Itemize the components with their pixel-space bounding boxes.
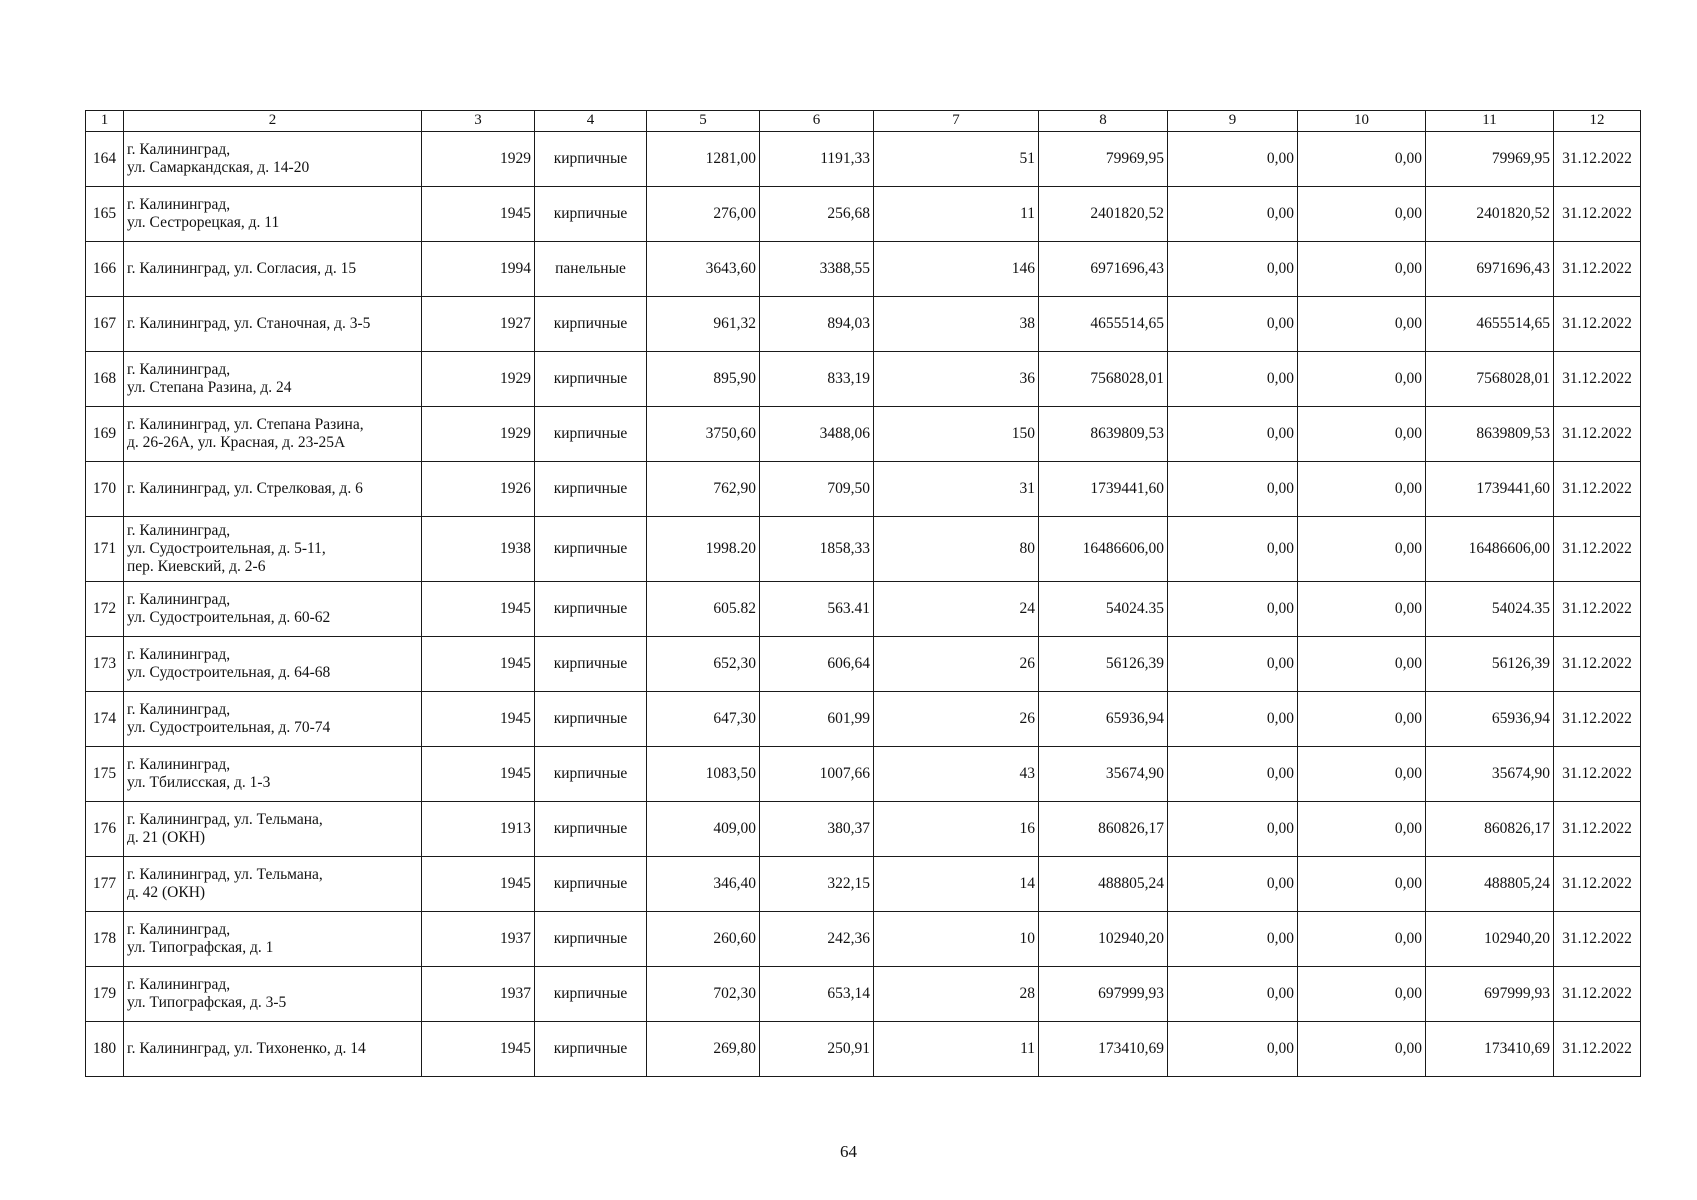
owner-funds-cell: 697999,93 xyxy=(1426,967,1554,1022)
budget-amount-cell: 0,00 xyxy=(1298,352,1426,407)
living-area-cell: 242,36 xyxy=(760,912,874,967)
address-line: г. Калининград, ул. Станочная, д. 3-5 xyxy=(127,314,371,332)
residents-count-cell: 51 xyxy=(874,132,1039,187)
residents-count-cell: 43 xyxy=(874,747,1039,802)
wall-material-cell: кирпичные xyxy=(535,517,647,582)
fund-amount-cell: 0,00 xyxy=(1168,967,1298,1022)
living-area-cell: 322,15 xyxy=(760,857,874,912)
fund-amount-cell: 0,00 xyxy=(1168,1022,1298,1077)
column-number: 4 xyxy=(535,111,647,132)
completion-date-cell: 31.12.2022 xyxy=(1554,802,1641,857)
housing-register-table xyxy=(85,110,1641,1077)
address-cell xyxy=(124,912,422,967)
column-number: 6 xyxy=(760,111,874,132)
address-line: ул. Судостроительная, д. 5-11, xyxy=(127,539,326,557)
address-line: ул. Сестрорецкая, д. 11 xyxy=(127,214,280,231)
row-number: 169 xyxy=(86,407,124,462)
register-sheet xyxy=(85,110,1640,1077)
completion-date-cell: 31.12.2022 xyxy=(1554,187,1641,242)
address-cell xyxy=(124,967,422,1022)
address-cell xyxy=(124,1022,422,1077)
column-number: 1 xyxy=(86,111,124,132)
residents-count-cell: 26 xyxy=(874,692,1039,747)
table-row xyxy=(86,582,1641,637)
year-built-cell: 1937 xyxy=(422,967,535,1022)
total-area-cell: 346,40 xyxy=(647,857,760,912)
total-area-cell: 1281,00 xyxy=(647,132,760,187)
column-number: 3 xyxy=(422,111,535,132)
table-row xyxy=(86,187,1641,242)
wall-material-cell: кирпичные xyxy=(535,692,647,747)
residents-count-cell: 80 xyxy=(874,517,1039,582)
table-row xyxy=(86,132,1641,187)
address-line: г. Калининград, xyxy=(127,590,231,608)
row-number: 177 xyxy=(86,857,124,912)
fund-amount-cell: 0,00 xyxy=(1168,692,1298,747)
table-row xyxy=(86,802,1641,857)
residents-count-cell: 36 xyxy=(874,352,1039,407)
total-area-cell: 702,30 xyxy=(647,967,760,1022)
column-number: 5 xyxy=(647,111,760,132)
residents-count-cell: 146 xyxy=(874,242,1039,297)
living-area-cell: 3388,55 xyxy=(760,242,874,297)
completion-date-cell: 31.12.2022 xyxy=(1554,242,1641,297)
wall-material-cell: кирпичные xyxy=(535,297,647,352)
budget-amount-cell: 0,00 xyxy=(1298,582,1426,637)
wall-material-cell: кирпичные xyxy=(535,912,647,967)
residents-count-cell: 16 xyxy=(874,802,1039,857)
address-cell xyxy=(124,352,422,407)
completion-date-cell: 31.12.2022 xyxy=(1554,462,1641,517)
address-line: г. Калининград, xyxy=(127,521,231,539)
completion-date-cell: 31.12.2022 xyxy=(1554,637,1641,692)
completion-date-cell: 31.12.2022 xyxy=(1554,297,1641,352)
budget-amount-cell: 0,00 xyxy=(1298,1022,1426,1077)
address-cell xyxy=(124,692,422,747)
column-number: 9 xyxy=(1168,111,1298,132)
address-line: г. Калининград, ул. Тельмана, xyxy=(127,810,323,828)
residents-count-cell: 26 xyxy=(874,637,1039,692)
completion-date-cell: 31.12.2022 xyxy=(1554,132,1641,187)
year-built-cell: 1926 xyxy=(422,462,535,517)
owner-funds-cell: 7568028,01 xyxy=(1426,352,1554,407)
address-line: г. Калининград, ул. Тельмана, xyxy=(127,865,323,883)
fund-amount-cell: 0,00 xyxy=(1168,242,1298,297)
owner-funds-cell: 2401820,52 xyxy=(1426,187,1554,242)
address-line: г. Калининград, xyxy=(127,700,231,718)
owner-funds-cell: 54024.35 xyxy=(1426,582,1554,637)
budget-amount-cell: 0,00 xyxy=(1298,637,1426,692)
residents-count-cell: 31 xyxy=(874,462,1039,517)
completion-date-cell: 31.12.2022 xyxy=(1554,967,1641,1022)
address-cell xyxy=(124,857,422,912)
residents-count-cell: 38 xyxy=(874,297,1039,352)
living-area-cell: 380,37 xyxy=(760,802,874,857)
address-line: г. Калининград, xyxy=(127,140,231,158)
row-number: 167 xyxy=(86,297,124,352)
wall-material-cell: кирпичные xyxy=(535,637,647,692)
address-line: ул. Степана Разина, д. 24 xyxy=(127,379,292,396)
address-line: г. Калининград, xyxy=(127,645,231,663)
address-line: г. Калининград, xyxy=(127,195,231,213)
wall-material-cell: кирпичные xyxy=(535,187,647,242)
owner-funds-cell: 860826,17 xyxy=(1426,802,1554,857)
owner-funds-cell: 8639809,53 xyxy=(1426,407,1554,462)
completion-date-cell: 31.12.2022 xyxy=(1554,407,1641,462)
owner-funds-cell: 79969,95 xyxy=(1426,132,1554,187)
total-area-cell: 762,90 xyxy=(647,462,760,517)
address-line: ул. Типографская, д. 1 xyxy=(127,939,274,956)
table-row xyxy=(86,297,1641,352)
total-cost-cell: 488805,24 xyxy=(1039,857,1168,912)
owner-funds-cell: 102940,20 xyxy=(1426,912,1554,967)
wall-material-cell: кирпичные xyxy=(535,747,647,802)
total-cost-cell: 65936,94 xyxy=(1039,692,1168,747)
wall-material-cell: кирпичные xyxy=(535,407,647,462)
table-row xyxy=(86,747,1641,802)
fund-amount-cell: 0,00 xyxy=(1168,187,1298,242)
table-row xyxy=(86,692,1641,747)
address-line: г. Калининград, xyxy=(127,755,231,773)
address-cell xyxy=(124,132,422,187)
total-area-cell: 409,00 xyxy=(647,802,760,857)
fund-amount-cell: 0,00 xyxy=(1168,747,1298,802)
address-cell xyxy=(124,517,422,582)
wall-material-cell: кирпичные xyxy=(535,132,647,187)
living-area-cell: 256,68 xyxy=(760,187,874,242)
table-row xyxy=(86,857,1641,912)
address-line: пер. Киевский, д. 2-6 xyxy=(127,558,266,576)
completion-date-cell: 31.12.2022 xyxy=(1554,747,1641,802)
owner-funds-cell: 35674,90 xyxy=(1426,747,1554,802)
living-area-cell: 1191,33 xyxy=(760,132,874,187)
owner-funds-cell: 4655514,65 xyxy=(1426,297,1554,352)
living-area-cell: 894,03 xyxy=(760,297,874,352)
total-cost-cell: 16486606,00 xyxy=(1039,517,1168,582)
total-area-cell: 605.82 xyxy=(647,582,760,637)
residents-count-cell: 150 xyxy=(874,407,1039,462)
address-line: г. Калининград, ул. Тихоненко, д. 14 xyxy=(127,1039,366,1057)
budget-amount-cell: 0,00 xyxy=(1298,297,1426,352)
table-row xyxy=(86,462,1641,517)
completion-date-cell: 31.12.2022 xyxy=(1554,352,1641,407)
wall-material-cell: кирпичные xyxy=(535,582,647,637)
column-number: 7 xyxy=(874,111,1039,132)
year-built-cell: 1929 xyxy=(422,407,535,462)
row-number: 168 xyxy=(86,352,124,407)
address-line: г. Калининград, xyxy=(127,920,231,938)
total-cost-cell: 697999,93 xyxy=(1039,967,1168,1022)
total-area-cell: 1998.20 xyxy=(647,517,760,582)
total-area-cell: 652,30 xyxy=(647,637,760,692)
year-built-cell: 1929 xyxy=(422,132,535,187)
total-area-cell: 3643,60 xyxy=(647,242,760,297)
budget-amount-cell: 0,00 xyxy=(1298,802,1426,857)
fund-amount-cell: 0,00 xyxy=(1168,462,1298,517)
fund-amount-cell: 0,00 xyxy=(1168,912,1298,967)
table-body xyxy=(86,111,1641,1077)
living-area-cell: 833,19 xyxy=(760,352,874,407)
total-area-cell: 3750,60 xyxy=(647,407,760,462)
total-cost-cell: 102940,20 xyxy=(1039,912,1168,967)
row-number: 178 xyxy=(86,912,124,967)
table-row xyxy=(86,967,1641,1022)
address-line: г. Калининград, xyxy=(127,360,231,378)
residents-count-cell: 14 xyxy=(874,857,1039,912)
year-built-cell: 1938 xyxy=(422,517,535,582)
living-area-cell: 563.41 xyxy=(760,582,874,637)
year-built-cell: 1945 xyxy=(422,1022,535,1077)
living-area-cell: 709,50 xyxy=(760,462,874,517)
living-area-cell: 653,14 xyxy=(760,967,874,1022)
address-cell xyxy=(124,407,422,462)
total-cost-cell: 56126,39 xyxy=(1039,637,1168,692)
page-number: 64 xyxy=(840,1142,857,1161)
year-built-cell: 1994 xyxy=(422,242,535,297)
owner-funds-cell: 173410,69 xyxy=(1426,1022,1554,1077)
row-number: 174 xyxy=(86,692,124,747)
total-cost-cell: 8639809,53 xyxy=(1039,407,1168,462)
year-built-cell: 1945 xyxy=(422,747,535,802)
table-row xyxy=(86,242,1641,297)
owner-funds-cell: 6971696,43 xyxy=(1426,242,1554,297)
total-area-cell: 647,30 xyxy=(647,692,760,747)
fund-amount-cell: 0,00 xyxy=(1168,582,1298,637)
address-line: д. 26-26А, ул. Красная, д. 23-25А xyxy=(127,434,346,451)
row-number: 172 xyxy=(86,582,124,637)
address-line: ул. Судостроительная, д. 64-68 xyxy=(127,664,331,681)
address-line: ул. Судостроительная, д. 70-74 xyxy=(127,719,331,736)
table-row xyxy=(86,517,1641,582)
address-line: г. Калининград, ул. Степана Разина, xyxy=(127,415,364,433)
owner-funds-cell: 65936,94 xyxy=(1426,692,1554,747)
wall-material-cell: кирпичные xyxy=(535,802,647,857)
column-number-row xyxy=(86,111,1641,132)
table-row xyxy=(86,912,1641,967)
total-cost-cell: 173410,69 xyxy=(1039,1022,1168,1077)
total-cost-cell: 79969,95 xyxy=(1039,132,1168,187)
table-row xyxy=(86,637,1641,692)
budget-amount-cell: 0,00 xyxy=(1298,187,1426,242)
budget-amount-cell: 0,00 xyxy=(1298,517,1426,582)
total-area-cell: 1083,50 xyxy=(647,747,760,802)
total-area-cell: 276,00 xyxy=(647,187,760,242)
address-line: д. 21 (ОКН) xyxy=(127,829,206,846)
year-built-cell: 1937 xyxy=(422,912,535,967)
column-number: 12 xyxy=(1554,111,1641,132)
budget-amount-cell: 0,00 xyxy=(1298,132,1426,187)
address-cell xyxy=(124,582,422,637)
address-line: ул. Типографская, д. 3-5 xyxy=(127,994,287,1011)
owner-funds-cell: 488805,24 xyxy=(1426,857,1554,912)
completion-date-cell: 31.12.2022 xyxy=(1554,912,1641,967)
total-cost-cell: 35674,90 xyxy=(1039,747,1168,802)
total-cost-cell: 1739441,60 xyxy=(1039,462,1168,517)
wall-material-cell: кирпичные xyxy=(535,462,647,517)
row-number: 176 xyxy=(86,802,124,857)
address-line: ул. Судостроительная, д. 60-62 xyxy=(127,609,331,626)
address-cell xyxy=(124,297,422,352)
budget-amount-cell: 0,00 xyxy=(1298,407,1426,462)
address-line: г. Калининград, ул. Стрелковая, д. 6 xyxy=(127,479,363,497)
address-line: г. Калининград, ул. Согласия, д. 15 xyxy=(127,259,357,277)
table-row xyxy=(86,407,1641,462)
column-number: 11 xyxy=(1426,111,1554,132)
completion-date-cell: 31.12.2022 xyxy=(1554,582,1641,637)
fund-amount-cell: 0,00 xyxy=(1168,132,1298,187)
total-cost-cell: 4655514,65 xyxy=(1039,297,1168,352)
row-number: 166 xyxy=(86,242,124,297)
year-built-cell: 1945 xyxy=(422,692,535,747)
year-built-cell: 1913 xyxy=(422,802,535,857)
wall-material-cell: панельные xyxy=(535,242,647,297)
living-area-cell: 250,91 xyxy=(760,1022,874,1077)
total-cost-cell: 860826,17 xyxy=(1039,802,1168,857)
address-line: ул. Самаркандская, д. 14-20 xyxy=(127,159,310,176)
row-number: 170 xyxy=(86,462,124,517)
owner-funds-cell: 56126,39 xyxy=(1426,637,1554,692)
completion-date-cell: 31.12.2022 xyxy=(1554,517,1641,582)
living-area-cell: 1007,66 xyxy=(760,747,874,802)
address-cell xyxy=(124,462,422,517)
budget-amount-cell: 0,00 xyxy=(1298,967,1426,1022)
column-number: 2 xyxy=(124,111,422,132)
row-number: 180 xyxy=(86,1022,124,1077)
budget-amount-cell: 0,00 xyxy=(1298,462,1426,517)
address-cell xyxy=(124,637,422,692)
total-area-cell: 961,32 xyxy=(647,297,760,352)
total-area-cell: 895,90 xyxy=(647,352,760,407)
budget-amount-cell: 0,00 xyxy=(1298,857,1426,912)
year-built-cell: 1945 xyxy=(422,857,535,912)
total-cost-cell: 54024.35 xyxy=(1039,582,1168,637)
row-number: 179 xyxy=(86,967,124,1022)
total-cost-cell: 6971696,43 xyxy=(1039,242,1168,297)
address-cell xyxy=(124,242,422,297)
wall-material-cell: кирпичные xyxy=(535,967,647,1022)
address-line: г. Калининград, xyxy=(127,975,231,993)
address-line: д. 42 (ОКН) xyxy=(127,884,206,901)
residents-count-cell: 24 xyxy=(874,582,1039,637)
table-row xyxy=(86,1022,1641,1077)
row-number: 173 xyxy=(86,637,124,692)
year-built-cell: 1929 xyxy=(422,352,535,407)
fund-amount-cell: 0,00 xyxy=(1168,517,1298,582)
year-built-cell: 1927 xyxy=(422,297,535,352)
column-number: 10 xyxy=(1298,111,1426,132)
column-number: 8 xyxy=(1039,111,1168,132)
fund-amount-cell: 0,00 xyxy=(1168,857,1298,912)
living-area-cell: 3488,06 xyxy=(760,407,874,462)
owner-funds-cell: 16486606,00 xyxy=(1426,517,1554,582)
fund-amount-cell: 0,00 xyxy=(1168,802,1298,857)
fund-amount-cell: 0,00 xyxy=(1168,297,1298,352)
address-line: ул. Тбилисская, д. 1-3 xyxy=(127,774,271,791)
total-cost-cell: 2401820,52 xyxy=(1039,187,1168,242)
fund-amount-cell: 0,00 xyxy=(1168,352,1298,407)
residents-count-cell: 11 xyxy=(874,1022,1039,1077)
residents-count-cell: 10 xyxy=(874,912,1039,967)
completion-date-cell: 31.12.2022 xyxy=(1554,692,1641,747)
row-number: 171 xyxy=(86,517,124,582)
completion-date-cell: 31.12.2022 xyxy=(1554,857,1641,912)
address-cell xyxy=(124,187,422,242)
total-cost-cell: 7568028,01 xyxy=(1039,352,1168,407)
year-built-cell: 1945 xyxy=(422,187,535,242)
living-area-cell: 1858,33 xyxy=(760,517,874,582)
address-cell xyxy=(124,802,422,857)
budget-amount-cell: 0,00 xyxy=(1298,692,1426,747)
year-built-cell: 1945 xyxy=(422,637,535,692)
residents-count-cell: 28 xyxy=(874,967,1039,1022)
total-area-cell: 260,60 xyxy=(647,912,760,967)
year-built-cell: 1945 xyxy=(422,582,535,637)
completion-date-cell: 31.12.2022 xyxy=(1554,1022,1641,1077)
owner-funds-cell: 1739441,60 xyxy=(1426,462,1554,517)
budget-amount-cell: 0,00 xyxy=(1298,747,1426,802)
living-area-cell: 606,64 xyxy=(760,637,874,692)
table-row xyxy=(86,352,1641,407)
fund-amount-cell: 0,00 xyxy=(1168,407,1298,462)
living-area-cell: 601,99 xyxy=(760,692,874,747)
address-cell xyxy=(124,747,422,802)
total-area-cell: 269,80 xyxy=(647,1022,760,1077)
budget-amount-cell: 0,00 xyxy=(1298,912,1426,967)
row-number: 165 xyxy=(86,187,124,242)
wall-material-cell: кирпичные xyxy=(535,352,647,407)
wall-material-cell: кирпичные xyxy=(535,857,647,912)
row-number: 175 xyxy=(86,747,124,802)
wall-material-cell: кирпичные xyxy=(535,1022,647,1077)
residents-count-cell: 11 xyxy=(874,187,1039,242)
fund-amount-cell: 0,00 xyxy=(1168,637,1298,692)
budget-amount-cell: 0,00 xyxy=(1298,242,1426,297)
row-number: 164 xyxy=(86,132,124,187)
